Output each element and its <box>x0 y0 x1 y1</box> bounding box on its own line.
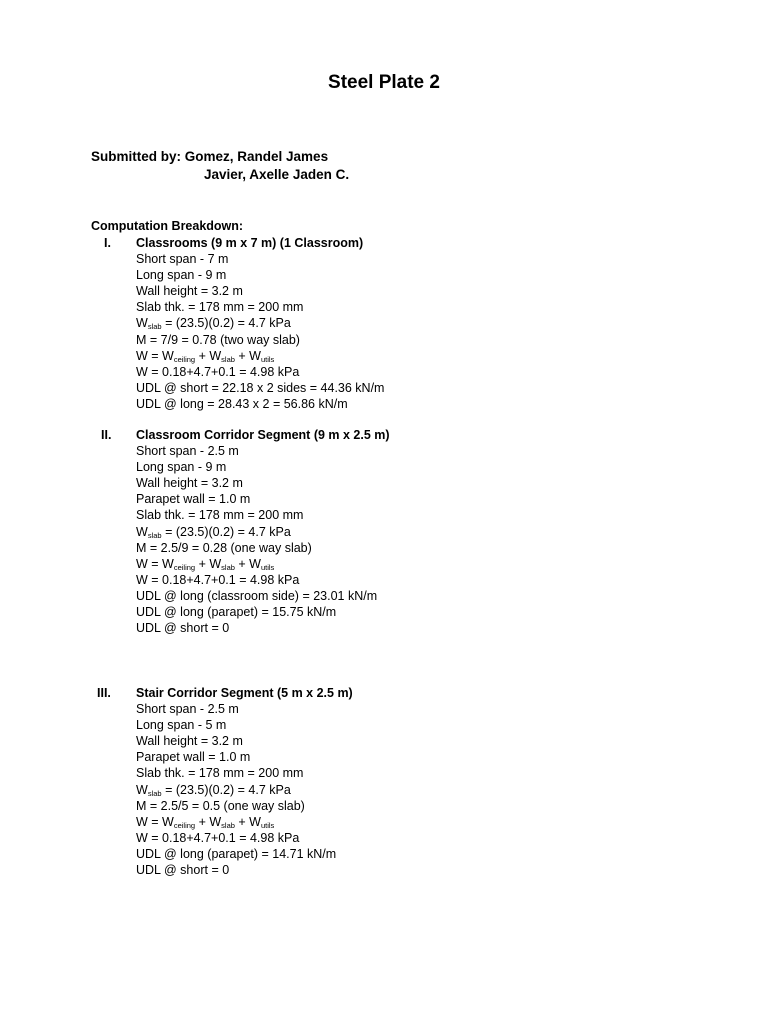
formula-text: + W <box>234 556 261 571</box>
computation-line: Slab thk. = 178 mm = 200 mm <box>136 766 304 781</box>
formula-subscript: utils <box>260 562 275 572</box>
computation-line: Parapet wall = 1.0 m <box>136 492 251 507</box>
section-body <box>136 235 700 412</box>
computation-line: UDL @ short = 0 <box>136 621 230 636</box>
section-heading: Stair Corridor Segment (5 m x 2.5 m) <box>136 686 353 700</box>
section-numeral: I. <box>104 236 111 250</box>
formula-subscript: slab <box>221 820 235 830</box>
computation-line: UDL @ long (parapet) = 15.75 kN/m <box>136 605 337 620</box>
computation-line <box>136 782 700 798</box>
formula-subscript: slab <box>221 354 235 364</box>
section-classrooms <box>0 235 700 412</box>
computation-line: UDL @ long = 28.43 x 2 = 56.86 kN/m <box>136 396 348 411</box>
formula-text: W = W <box>136 556 174 571</box>
formula-text: W = W <box>136 348 174 363</box>
formula-text: W <box>136 316 148 331</box>
formula-text: + W <box>234 348 261 363</box>
section-body <box>136 427 700 636</box>
computation-line: UDL @ long (parapet) = 14.71 kN/m <box>136 846 337 861</box>
computation-line: UDL @ short = 0 <box>136 863 230 878</box>
section-lines <box>136 443 700 636</box>
computation-line: Parapet wall = 1.0 m <box>136 750 251 765</box>
author-name-2: Javier, Axelle Jaden C. <box>204 166 350 182</box>
computation-line: M = 7/9 = 0.78 (two way slab) <box>136 332 300 347</box>
computation-line: Wall height = 3.2 m <box>136 476 243 491</box>
page-title: Steel Plate 2 <box>328 72 440 93</box>
computation-line: Long span - 9 m <box>136 268 227 283</box>
section-stair-corridor <box>0 685 700 878</box>
computation-line <box>136 348 700 364</box>
section-body <box>136 685 700 878</box>
section-classroom-corridor <box>0 427 700 636</box>
formula-subscript: slab <box>221 562 235 572</box>
computation-line: W = 0.18+4.7+0.1 = 4.98 kPa <box>136 830 300 845</box>
formula-subscript: utils <box>260 354 275 364</box>
section-numeral: II. <box>101 428 112 442</box>
formula-subscript: slab <box>147 788 162 798</box>
submitted-by-row <box>91 148 349 166</box>
formula-text: W <box>136 782 148 797</box>
computation-line: Wall height = 3.2 m <box>136 284 243 299</box>
formula-text: + W <box>195 814 222 829</box>
formula-subscript: ceiling <box>173 820 196 830</box>
formula-text: W <box>136 524 148 539</box>
section-lines <box>136 251 700 412</box>
formula-text: W = W <box>136 814 174 829</box>
formula-subscript: slab <box>147 530 162 540</box>
computation-line: Long span - 5 m <box>136 718 227 733</box>
computation-line: Short span - 7 m <box>136 252 229 267</box>
computation-line <box>136 315 700 331</box>
formula-subscript: slab <box>147 322 162 332</box>
formula-text: + W <box>234 814 261 829</box>
formula-subscript: ceiling <box>173 562 196 572</box>
formula-text: = (23.5)(0.2) = 4.7 kPa <box>165 524 291 539</box>
formula-subscript: utils <box>260 820 275 830</box>
computation-line: UDL @ short = 22.18 x 2 sides = 44.36 kN/m <box>136 380 385 395</box>
submitted-by-block <box>91 148 349 183</box>
section-numeral: III. <box>97 686 111 700</box>
submitted-by-row-2 <box>91 166 349 184</box>
formula-text: = (23.5)(0.2) = 4.7 kPa <box>165 316 291 331</box>
computation-line: Slab thk. = 178 mm = 200 mm <box>136 300 304 315</box>
author-name-1: Gomez, Randel James <box>184 149 329 164</box>
computation-line: UDL @ long (classroom side) = 23.01 kN/m <box>136 588 378 603</box>
formula-subscript: ceiling <box>173 354 196 364</box>
computation-line <box>136 814 700 830</box>
computation-line: M = 2.5/5 = 0.5 (one way slab) <box>136 798 305 813</box>
section-heading: Classrooms (9 m x 7 m) (1 Classroom) <box>136 236 364 250</box>
breakdown-title: Computation Breakdown: <box>91 219 244 233</box>
computation-line: Slab thk. = 178 mm = 200 mm <box>136 508 304 523</box>
formula-text: + W <box>195 556 222 571</box>
formula-text: + W <box>195 348 222 363</box>
computation-line: Short span - 2.5 m <box>136 702 239 717</box>
computation-line <box>136 556 700 572</box>
computation-line: Short span - 2.5 m <box>136 444 239 459</box>
computation-line <box>136 524 700 540</box>
computation-line: W = 0.18+4.7+0.1 = 4.98 kPa <box>136 364 300 379</box>
computation-line: W = 0.18+4.7+0.1 = 4.98 kPa <box>136 572 300 587</box>
section-heading: Classroom Corridor Segment (9 m x 2.5 m) <box>136 428 390 442</box>
computation-line: Wall height = 3.2 m <box>136 734 243 749</box>
computation-line: Long span - 9 m <box>136 460 227 475</box>
section-lines <box>136 701 700 878</box>
computation-line: M = 2.5/9 = 0.28 (one way slab) <box>136 540 312 555</box>
formula-text: = (23.5)(0.2) = 4.7 kPa <box>165 782 291 797</box>
submitted-by-label: Submitted by: <box>91 149 181 164</box>
